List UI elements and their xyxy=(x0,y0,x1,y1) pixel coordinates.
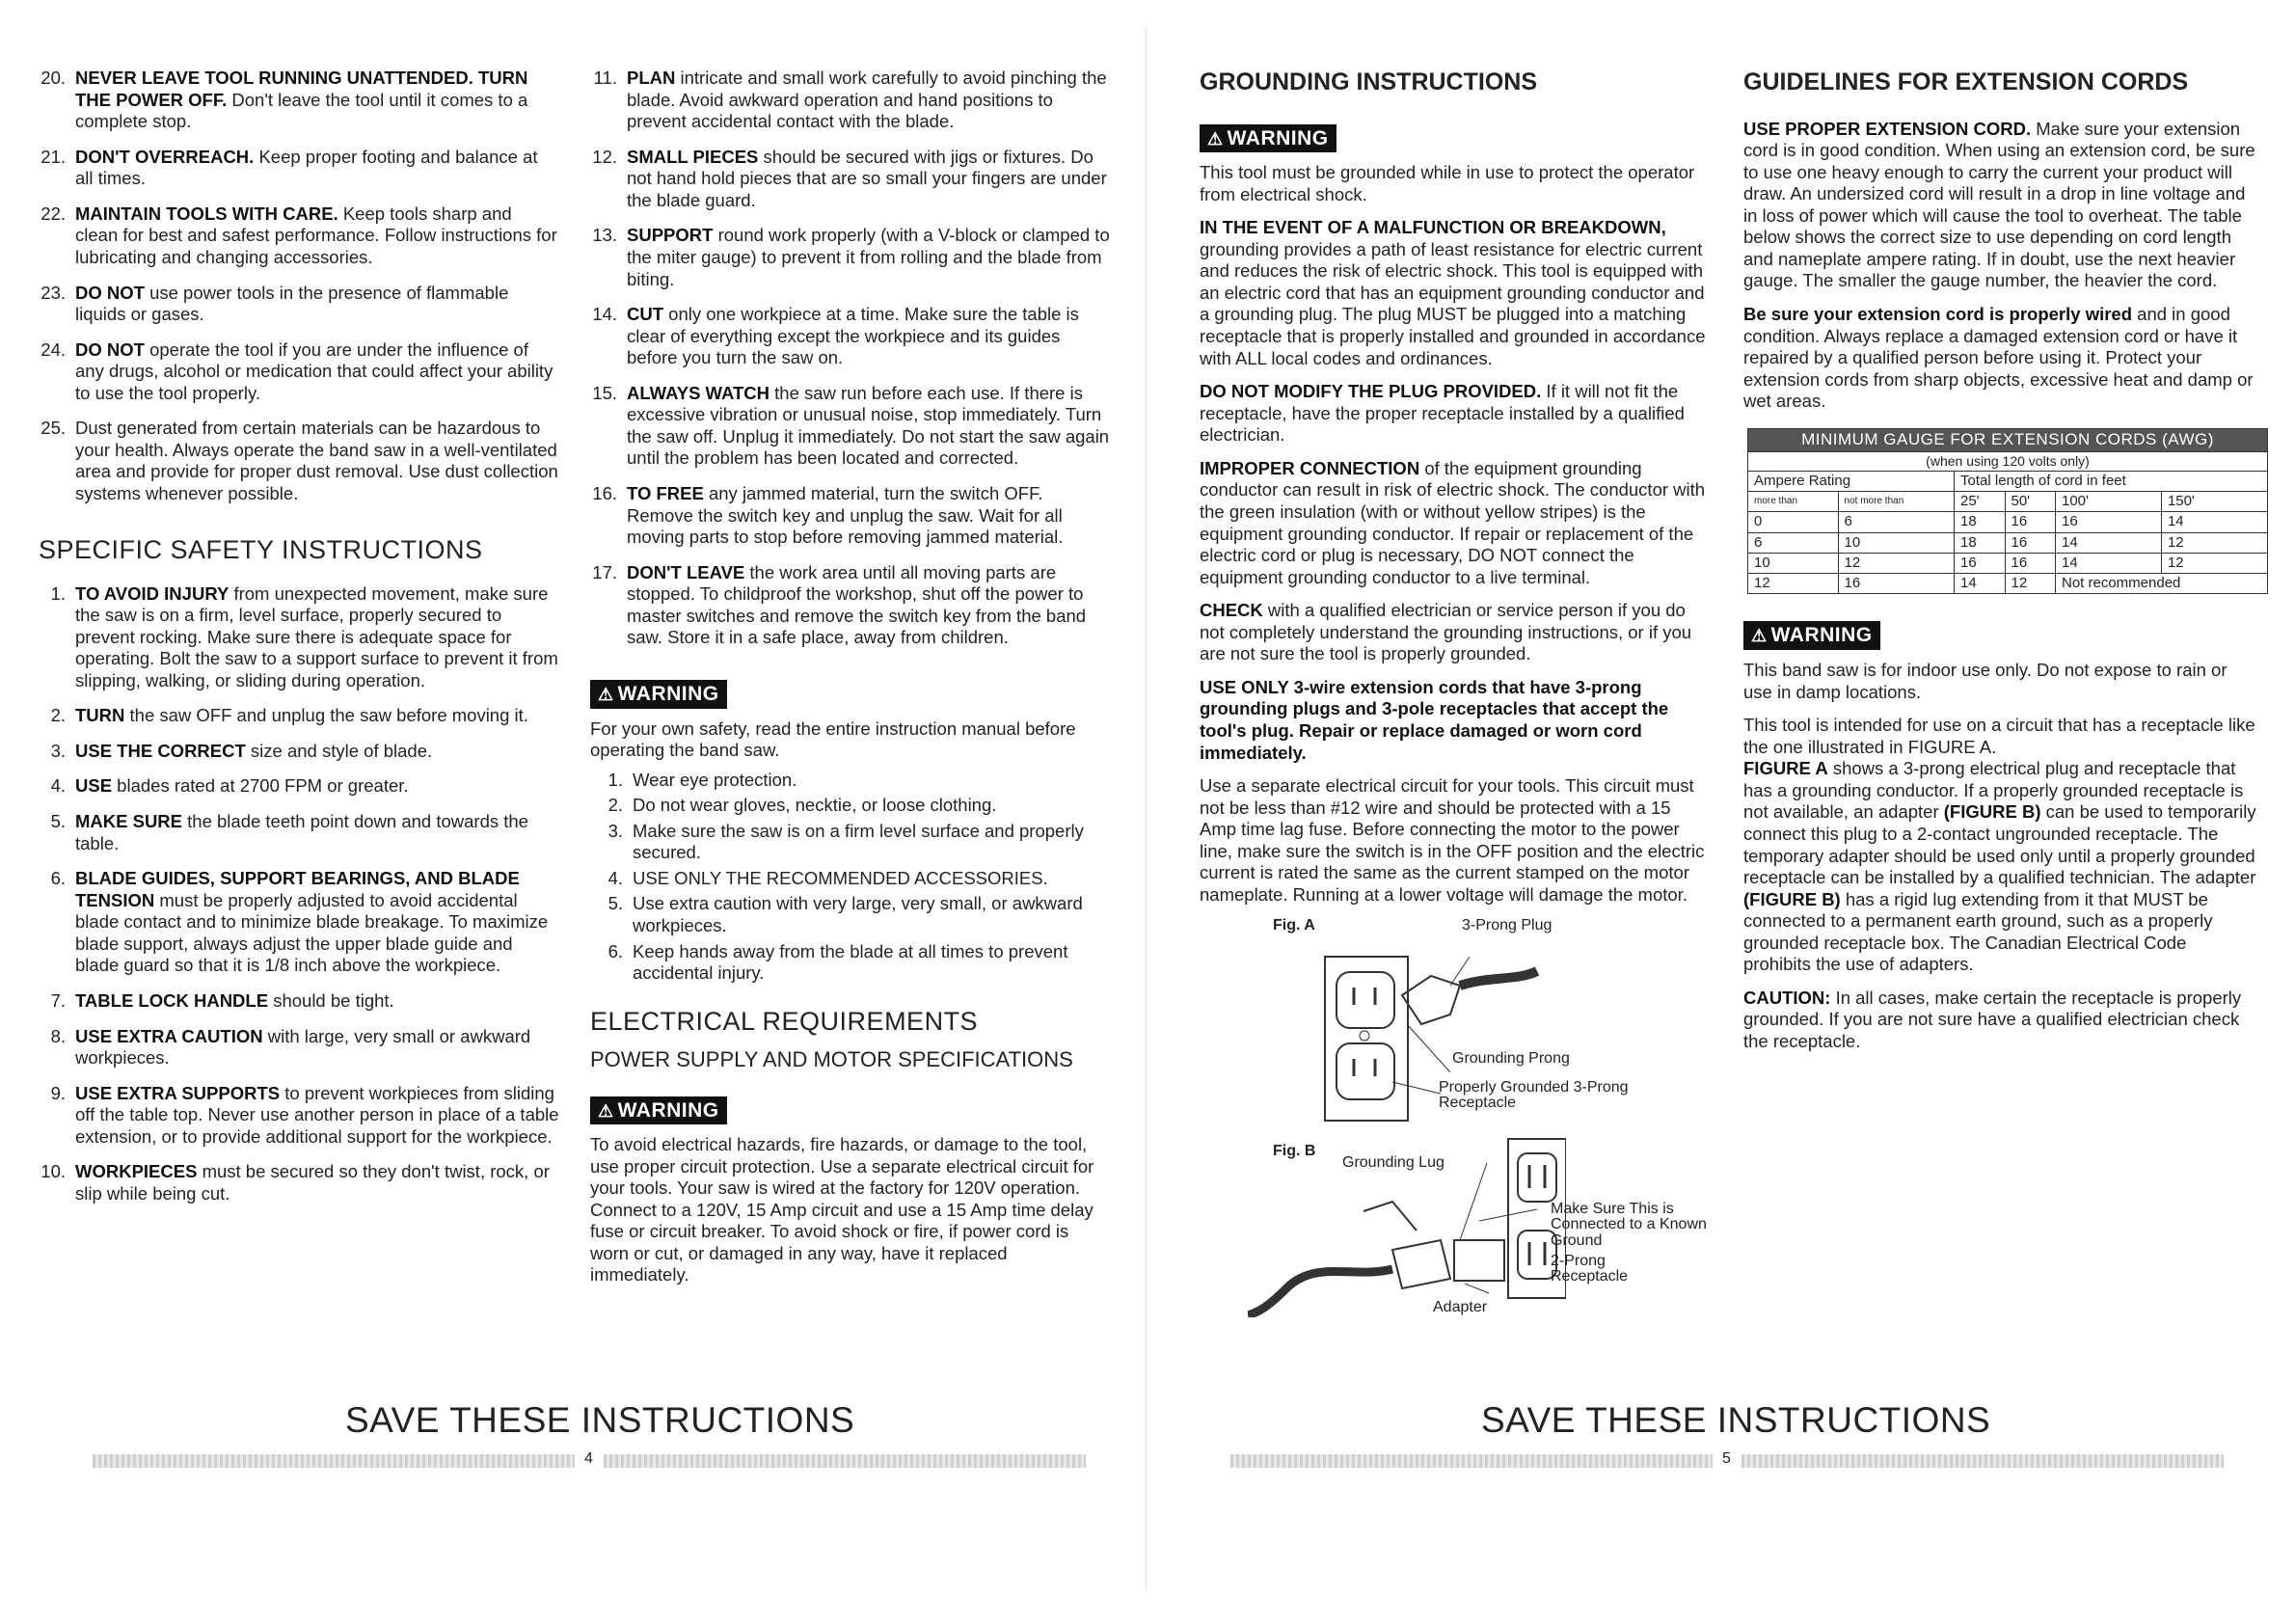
table-cell: 16 xyxy=(2005,532,2055,553)
grounding-p4: IMPROPER CONNECTION of the equipment grounding conductor can result in risk of electric shock. The conductor with the green insulation (with or without yellow stripes) is the equipment grounding conductor. If repair or replacement of the electric cord or plug is necessary, DO NOT connect the equipment grounding conductor to a live terminal. xyxy=(1200,457,1706,587)
item-text: ALWAYS WATCH the saw run before each use. If there is excessive vibration or unusual noise, stop immediately. Turn the saw off. Unplug it immediately. Do not start the saw again until the problem has been located and corrected. xyxy=(627,382,1110,469)
fig-b-lug-label: Grounding Lug xyxy=(1342,1153,1444,1171)
list-item xyxy=(590,893,1111,936)
fig-b-title: Fig. B xyxy=(1273,1142,1316,1159)
table-cell: 14 xyxy=(1955,574,2005,594)
list-item xyxy=(590,225,1111,290)
item-text: WORKPIECES must be secured so they don't twist, rock, or slip while being cut. xyxy=(75,1161,550,1204)
footer-bar xyxy=(1742,1454,2224,1468)
table-cell: 12 xyxy=(1838,553,1954,573)
item-number: 22. xyxy=(40,203,66,224)
adapter-drawing xyxy=(1248,1134,1566,1317)
table-row xyxy=(1748,574,2268,594)
item-number: 13. xyxy=(592,225,617,246)
list-item xyxy=(39,705,559,727)
item-text: USE blades rated at 2700 FPM or greater. xyxy=(75,775,409,797)
list-item xyxy=(39,147,559,190)
item-text: TURN the saw OFF and unplug the saw before moving it. xyxy=(75,705,528,726)
list-item xyxy=(39,418,559,504)
footer-bar xyxy=(604,1454,1086,1468)
item-text: TABLE LOCK HANDLE should be tight. xyxy=(75,989,394,1011)
table-cell: 16 xyxy=(1838,574,1954,594)
table-cell: 10 xyxy=(1748,553,1839,573)
warning-label: ⚠ WARNING xyxy=(590,680,727,709)
item-number: 9. xyxy=(50,1082,66,1103)
length-col: 100' xyxy=(2055,491,2161,511)
list-item xyxy=(590,868,1111,890)
footer-bar xyxy=(1230,1454,1713,1468)
table-cell: 14 xyxy=(2161,512,2267,532)
item-number: 1. xyxy=(50,582,66,604)
item-number: 24. xyxy=(40,338,66,360)
item-number: 4. xyxy=(50,775,66,797)
right-column-1 xyxy=(1200,68,1711,1327)
item-number: 11. xyxy=(593,68,617,88)
item-text: USE EXTRA CAUTION with large, very small or awkward workpieces. xyxy=(75,1025,531,1069)
grounding-p3: DO NOT MODIFY THE PLUG PROVIDED. If it will not fit the receptacle, have the proper receptacle installed by a qualified electrician. xyxy=(1200,381,1685,446)
table-cell: 12 xyxy=(1748,574,1839,594)
electrical-requirements-heading: ELECTRICAL REQUIREMENTS xyxy=(590,1006,979,1036)
caution-text: CAUTION: In all cases, make certain the receptacle is properly grounded. If you are not sure have a qualified electrician check the receptacle. xyxy=(1743,987,2242,1052)
warning-triangle-icon: ⚠ xyxy=(1751,626,1768,646)
item-number: 3. xyxy=(50,740,66,761)
fig-a-prong-label: Grounding Prong xyxy=(1452,1049,1570,1067)
gauge-table-subtitle: (when using 120 volts only) xyxy=(1748,451,2268,471)
item-number: 3. xyxy=(608,820,623,841)
item-number: 16. xyxy=(592,483,617,503)
list-item xyxy=(39,203,559,269)
item-number: 8. xyxy=(50,1025,66,1046)
extension-p2: Be sure your extension cord is properly wired and in good condition. Always replace a damaged extension cord or have it repaired by a qualified person before using it. Protect your extension cords from sharp objects, excessive heat and damp or wet areas. xyxy=(1743,304,2254,412)
fig-b-adapter-label: Adapter xyxy=(1433,1298,1488,1315)
table-cell: 16 xyxy=(2005,512,2055,532)
table-cell: 12 xyxy=(2005,574,2055,594)
item-text: PLAN intricate and small work carefully to avoid pinching the blade. Avoid awkward operation and hand positions to prevent accidental contact with the blade. xyxy=(627,68,1107,132)
table-row xyxy=(1748,532,2268,553)
table-cell: Not recommended xyxy=(2055,574,2267,594)
fig-a-receptacle-label: Properly Grounded 3-Prong Receptacle xyxy=(1439,1078,1629,1112)
item-text: USE ONLY THE RECOMMENDED ACCESSORIES. xyxy=(633,867,1048,888)
list-item xyxy=(39,583,559,692)
item-number: 6. xyxy=(608,940,623,961)
item-number: 23. xyxy=(40,282,66,303)
item-text: Wear eye protection. xyxy=(633,769,797,790)
figure-a xyxy=(1200,918,1711,1121)
page-fold xyxy=(1146,29,1148,1591)
extension-cords-heading: GUIDELINES FOR EXTENSION CORDS xyxy=(1743,68,2189,95)
warning-label-4: ⚠ WARNING xyxy=(1743,621,1880,650)
item-number: 1. xyxy=(608,769,623,790)
warning-intro: For your own safety, read the entire instruction manual before operating the band saw. xyxy=(590,717,1076,761)
specific-safety-heading: SPECIFIC SAFETY INSTRUCTIONS xyxy=(39,534,483,564)
table-cell: 6 xyxy=(1748,532,1839,553)
item-text: Use extra caution with very large, very small, or awkward workpieces. xyxy=(633,893,1083,936)
list-item xyxy=(590,795,1111,817)
list-item xyxy=(39,68,559,133)
item-number: 6. xyxy=(50,868,66,889)
grounding-p6: USE ONLY 3-wire extension cords that have 3-prong grounding plugs and 3-pole receptacles that accept the tool's plug. Repair or replace damaged or worn cord immediately. xyxy=(1200,676,1669,763)
grounding-heading: GROUNDING INSTRUCTIONS xyxy=(1200,68,1537,95)
length-header: Total length of cord in feet xyxy=(1955,471,2268,491)
gauge-table-body xyxy=(1748,512,2268,594)
item-text: SUPPORT round work properly (with a V-block or clamped to the miter gauge) to prevent it from rolling and the blade from biting. xyxy=(627,225,1110,289)
table-cell: 12 xyxy=(2161,532,2267,553)
table-cell: 16 xyxy=(1955,553,2005,573)
item-number: 5. xyxy=(50,811,66,831)
fig-a-plug-label: 3-Prong Plug xyxy=(1462,916,1552,934)
table-cell: 6 xyxy=(1838,512,1954,532)
list-item xyxy=(39,1083,559,1149)
table-cell: 0 xyxy=(1748,512,1839,532)
specific-safety-list-continued xyxy=(590,68,1111,649)
item-number: 14. xyxy=(592,304,617,325)
gauge-table xyxy=(1747,428,2268,595)
table-row xyxy=(1748,553,2268,573)
item-number: 4. xyxy=(608,867,623,888)
list-item xyxy=(590,941,1111,985)
save-instructions-right: SAVE THESE INSTRUCTIONS xyxy=(1481,1400,1991,1440)
item-text: Keep hands away from the blade at all times to prevent accidental injury. xyxy=(633,940,1068,984)
item-text: CUT only one workpiece at a time. Make sure the table is clear of everything except the workpiece and its guides before you turn the saw on. xyxy=(627,304,1079,368)
table-cell: 14 xyxy=(2055,553,2161,573)
item-number: 12. xyxy=(592,146,617,167)
item-number: 10. xyxy=(40,1161,66,1182)
table-row xyxy=(1748,512,2268,532)
page-number: 5 xyxy=(1722,1450,1731,1467)
item-text: MAKE SURE the blade teeth point down and towards the table. xyxy=(75,811,528,853)
item-text: Do not wear gloves, necktie, or loose clothing. xyxy=(633,795,997,816)
item-text: DO NOT operate the tool if you are under the influence of any drugs, alcohol or medication that could affect your ability to use the tool properly. xyxy=(75,338,554,403)
item-text: USE THE CORRECT size and style of blade. xyxy=(75,740,433,761)
not-more-than-header: not more than xyxy=(1838,491,1954,511)
item-number: 5. xyxy=(608,893,623,914)
warning-triangle-icon: ⚠ xyxy=(1207,128,1224,149)
item-text: TO AVOID INJURY from unexpected movement, make sure the saw is on a firm, level surface, properly secured to prevent rocking. Make sure there is adequate space for operating. Bolt the saw to a support surface to prevent it from slipping, walking, or sliding during operation. xyxy=(75,582,558,690)
list-item xyxy=(590,68,1111,133)
item-number: 15. xyxy=(592,382,617,403)
list-item xyxy=(590,821,1111,864)
fig-a-title: Fig. A xyxy=(1273,916,1315,934)
list-item xyxy=(590,483,1111,549)
warning-label-3: ⚠ WARNING xyxy=(1200,124,1336,153)
left-column-2 xyxy=(590,68,1111,1298)
power-warning-text: To avoid electrical hazards, fire hazards, or damage to the tool, use proper circuit protection. Use a separate electrical circuit for your tools. Your saw is wired at the factory for 120V operation. Connect to a 120V, 15 Amp circuit and use a 15 Amp time delay fuse or circuit breaker. To avoid shock or fire, if power cord is worn or cut, or damaged in any way, have it replaced immediately. xyxy=(590,1134,1094,1286)
item-number: 7. xyxy=(50,989,66,1011)
save-instructions-left: SAVE THESE INSTRUCTIONS xyxy=(345,1400,855,1440)
grounding-p7: Use a separate electrical circuit for your tools. This circuit must not be less than #12 wire and should be protected with a 15 Amp time lag fuse. Before connecting the motor to the power line, make sure the switch is in the OFF position and the electric current is rated the same as the current stamped on the motor nameplate. Running at a lower voltage will damage the motor. xyxy=(1200,775,1705,905)
table-cell: 10 xyxy=(1838,532,1954,553)
list-item xyxy=(39,775,559,798)
more-than-header: more than xyxy=(1748,491,1839,511)
fig-b-ground-label: Make Sure This is Connected to a Known Ground xyxy=(1551,1200,1707,1250)
warning-p1: This band saw is for indoor use only. Do not expose to rain or use in damp locations. xyxy=(1743,660,2228,702)
list-item xyxy=(590,383,1111,470)
table-cell: 18 xyxy=(1955,512,2005,532)
list-item xyxy=(590,147,1111,212)
item-text: MAINTAIN TOOLS WITH CARE. Keep tools sharp and clean for best and safest performance. Follow instructions for lubricating and changing accessories. xyxy=(75,203,557,267)
power-supply-heading: POWER SUPPLY AND MOTOR SPECIFICATIONS xyxy=(590,1046,1073,1071)
warning-label-2: ⚠ WARNING xyxy=(590,1096,727,1125)
item-number: 21. xyxy=(40,146,66,167)
grounding-p5: CHECK with a qualified electrician or service person if you do not completely understand the grounding instructions, or if you are not sure the tool is properly grounded. xyxy=(1200,600,1692,664)
item-text: TO FREE any jammed material, turn the switch OFF. Remove the switch key and unplug the saw. Wait for all moving parts to stop before removing jammed material. xyxy=(627,483,1064,548)
gauge-table-title: MINIMUM GAUGE FOR EXTENSION CORDS (AWG) xyxy=(1748,428,2268,451)
length-col: 150' xyxy=(2161,491,2267,511)
fig-b-receptacle-label: 2-Prong Receptacle xyxy=(1551,1252,1629,1286)
table-cell: 12 xyxy=(2161,553,2267,573)
list-item xyxy=(590,304,1111,369)
item-text: DON'T LEAVE the work area until all moving parts are stopped. To childproof the workshop, shut off the power to master switches and remove the switch key from the band saw. Store it in a safe place, away from children. xyxy=(627,561,1087,648)
list-item xyxy=(39,990,559,1013)
table-cell: 18 xyxy=(1955,532,2005,553)
item-number: 2. xyxy=(50,705,66,726)
warning-p3: FIGURE A shows a 3-prong electrical plug and receptacle that has a grounding conductor. If a properly grounded receptacle is not available, an adapter (FIGURE B) can be used to temporarily connect this plug to a 2-contact ungrounded receptacle. The temporary adapter should be used only until a properly grounded receptacle can be installed by a qualified technician. The adapter (FIGURE B) has a rigid lug extending from it that MUST be connected to a permanent earth ground, such as a properly grounded receptacle box. The Canadian Electrical Code prohibits the use of adapters. xyxy=(1743,758,2256,975)
specific-safety-list xyxy=(39,583,559,1205)
item-text: SMALL PIECES should be secured with jigs or fixtures. Do not hand hold pieces that are so small your fingers are under the blade guard. xyxy=(627,146,1107,210)
amp-header: Ampere Rating xyxy=(1748,471,1955,491)
item-number: 17. xyxy=(592,561,617,582)
table-cell: 16 xyxy=(2055,512,2161,532)
warning-triangle-icon: ⚠ xyxy=(598,1100,614,1121)
grounding-p2: IN THE EVENT OF A MALFUNCTION OR BREAKDOWN, grounding provides a path of least resistance for electric current and reduces the risk of electric shock. This tool is equipped with an electric cord that has an equipment grounding conductor and a grounding plug. The plug MUST be plugged into a matching receptacle that is properly installed and grounded in accordance with ALL local codes and ordinances. xyxy=(1200,217,1706,368)
right-column-2 xyxy=(1743,68,2258,1065)
item-number: 25. xyxy=(40,418,66,439)
general-safety-list xyxy=(39,68,559,505)
footer-bar xyxy=(93,1454,575,1468)
item-text: Dust generated from certain materials can be hazardous to your health. Always operate the band saw in a well-ventilated area and provide for proper dust removal. Use dust collection systems whenever possible. xyxy=(75,418,558,503)
list-item xyxy=(39,339,559,405)
item-number: 2. xyxy=(608,795,623,816)
grounding-p1: This tool must be grounded while in use to protect the operator from electrical shock. xyxy=(1200,162,1695,204)
warning-list xyxy=(590,770,1111,985)
list-item xyxy=(39,283,559,326)
table-cell: 16 xyxy=(2005,553,2055,573)
item-text: Make sure the saw is on a firm level surface and properly secured. xyxy=(633,820,1084,863)
list-item xyxy=(39,1161,559,1204)
length-col: 50' xyxy=(2005,491,2055,511)
item-text: USE EXTRA SUPPORTS to prevent workpieces from sliding off the table top. Never use another person in place of a table extension, or to provide additional support for the workpiece. xyxy=(75,1082,559,1147)
list-item xyxy=(39,811,559,854)
item-text: BLADE GUIDES, SUPPORT BEARINGS, AND BLADE TENSION must be properly adjusted to avoid accidental blade contact and to minimize blade breakage. To maximize blade support, always adjust the upper blade guide and blade guard so that it is 1/8 inch above the workpiece. xyxy=(75,868,549,976)
item-text: DON'T OVERREACH. Keep proper footing and balance at all times. xyxy=(75,146,538,189)
warning-p2: This tool is intended for use on a circuit that has a receptacle like the one illustrated in FIGURE A. xyxy=(1743,715,2255,757)
figure-b xyxy=(1200,1134,1711,1327)
list-item xyxy=(39,1026,559,1069)
item-text: DO NOT use power tools in the presence of flammable liquids or gases. xyxy=(75,282,509,325)
list-item xyxy=(39,741,559,763)
list-item xyxy=(590,770,1111,792)
table-cell: 14 xyxy=(2055,532,2161,553)
left-column-1 xyxy=(39,68,559,1218)
list-item xyxy=(39,868,559,977)
list-item xyxy=(590,562,1111,649)
page-number: 4 xyxy=(584,1450,593,1467)
length-col: 25' xyxy=(1955,491,2005,511)
warning-triangle-icon: ⚠ xyxy=(598,684,614,704)
extension-p1: USE PROPER EXTENSION CORD. Make sure your extension cord is in good condition. When using an extension cord, be sure to use one heavy enough to carry the current your product will draw. An undersized cord will result in a drop in line voltage and in loss of power which will cause the tool to overheat. The table below shows the correct size to use depending on cord length and nameplate ampere rating. If in doubt, use the next heavier gauge. The smaller the gauge number, the heavier the cord. xyxy=(1743,118,2255,291)
item-text: NEVER LEAVE TOOL RUNNING UNATTENDED. TURN THE POWER OFF. Don't leave the tool until it comes to a complete stop. xyxy=(75,68,528,132)
item-number: 20. xyxy=(40,68,66,88)
